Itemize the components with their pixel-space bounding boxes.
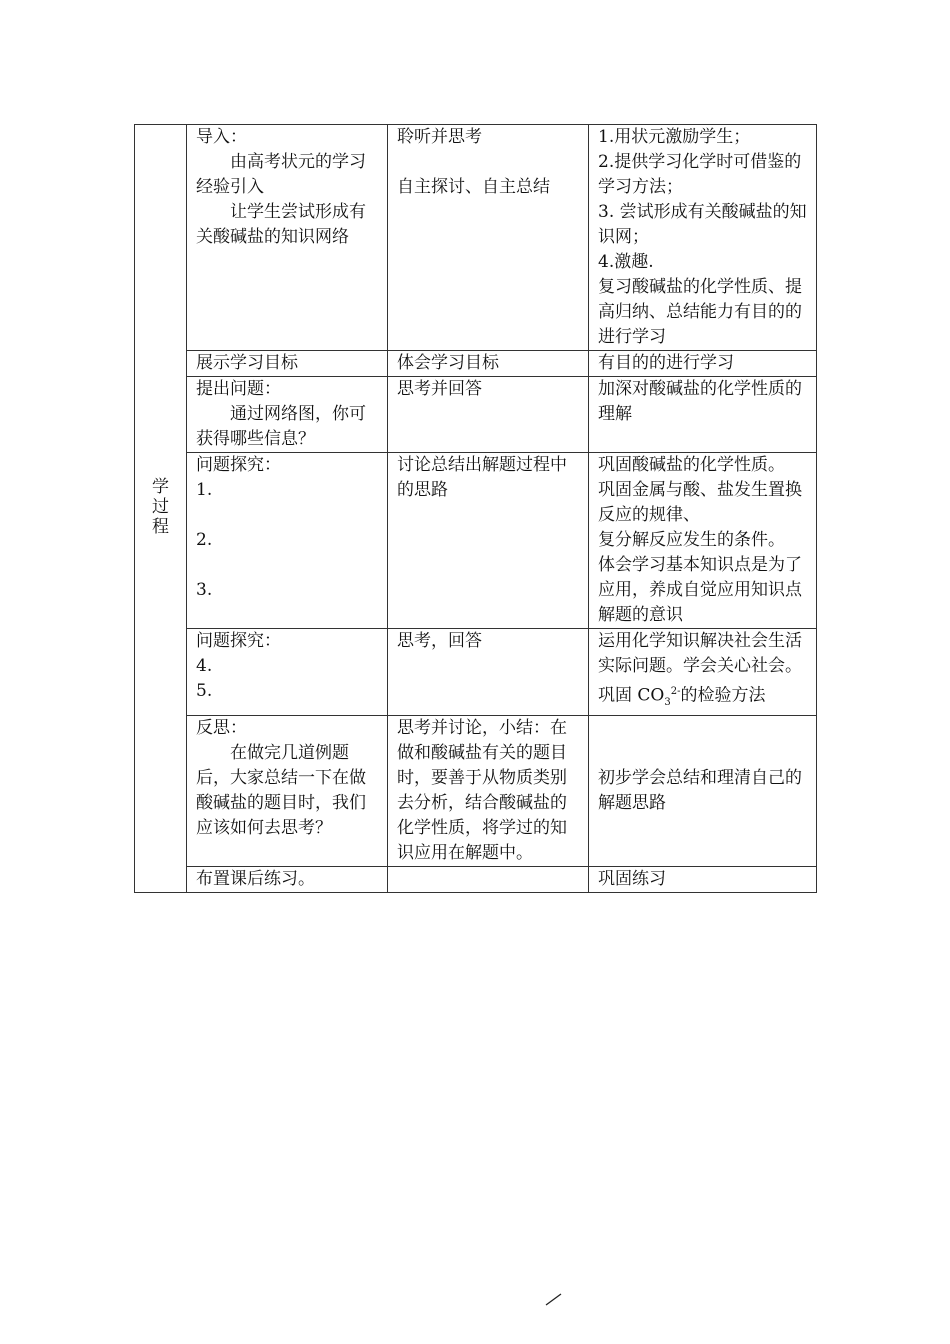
intent-text: 巩固练习 xyxy=(598,869,666,890)
student-text: 体会学习目标 xyxy=(397,353,499,373)
activity-text: 展示学习目标 xyxy=(196,353,298,373)
spacer xyxy=(196,553,378,578)
activity-heading: 问题探究： xyxy=(196,631,281,651)
intent-cell xyxy=(589,629,817,716)
spacer xyxy=(397,150,579,175)
activity-cell xyxy=(187,125,388,351)
activity-cell xyxy=(187,453,388,629)
activity-text: 通过网络图，你可获得哪些信息？ xyxy=(196,404,366,449)
student-text: 自主探讨、自主总结 xyxy=(397,177,550,197)
table-row xyxy=(135,629,817,716)
student-text: 聆听并思考 xyxy=(397,127,482,147)
question-number: 4. xyxy=(196,656,213,676)
student-text: 思考，回答 xyxy=(397,631,482,651)
table-row xyxy=(135,453,817,629)
activity-cell xyxy=(187,351,388,377)
student-cell xyxy=(388,377,589,453)
section-label: 学过程 xyxy=(152,477,169,538)
question-number: 1. xyxy=(196,480,213,500)
activity-heading: 问题探究： xyxy=(196,455,281,475)
intent-cell xyxy=(589,351,817,377)
intent-cell xyxy=(589,125,817,351)
table-row xyxy=(135,716,817,867)
activity-text: 让学生尝试形成有关酸碱盐的知识网络 xyxy=(196,202,366,247)
student-text: 讨论总结出解题过程中的思路 xyxy=(397,455,567,500)
student-cell xyxy=(388,867,589,893)
intent-text: 复分解反应发生的条件。 xyxy=(598,530,785,550)
intent-text: 巩固酸碱盐的化学性质。 xyxy=(598,455,785,475)
activity-text: 由高考状元的学习经验引入 xyxy=(196,152,366,197)
student-cell xyxy=(388,351,589,377)
activity-cell xyxy=(187,629,388,716)
lesson-process-table xyxy=(134,124,817,893)
intent-text: 加深对酸碱盐的化学性质的理解 xyxy=(598,379,802,424)
activity-heading: 反思： xyxy=(196,718,247,739)
activity-heading: 提出问题： xyxy=(196,379,281,399)
formula-suffix: 的检验方法 xyxy=(680,685,766,706)
student-text: 思考并回答 xyxy=(397,379,482,399)
intent-text: 复习酸碱盐的化学性质、提高归纳、总结能力有目的的进行学习 xyxy=(598,277,802,347)
intent-text: 运用化学知识解决社会生活实际问题。学会关心社会。 xyxy=(598,631,802,676)
table-row xyxy=(135,125,817,351)
activity-cell xyxy=(187,867,388,893)
student-cell xyxy=(388,716,589,867)
section-label-cell xyxy=(135,125,187,893)
intent-text: 4.激趣. xyxy=(598,252,654,272)
question-number: 5. xyxy=(196,681,213,701)
formula-subscript: 3 xyxy=(664,697,671,709)
question-number: 2. xyxy=(196,530,213,550)
intent-text: 巩固金属与酸、盐发生置换反应的规律、 xyxy=(598,480,802,525)
table-row xyxy=(135,351,817,377)
student-cell xyxy=(388,629,589,716)
table-row xyxy=(135,377,817,453)
intent-cell xyxy=(589,867,817,893)
activity-text: 在做完几道例题后，大家总结一下在做酸碱盐的题目时，我们应该如何去思考？ xyxy=(196,743,366,839)
student-text: 思考并讨论，小结：在做和酸碱盐有关的题目时，要善于从物质类别去分析，结合酸碱盐的化学性质，将学过的知识应用在解题中。 xyxy=(397,718,567,864)
table-row xyxy=(135,867,817,893)
intent-cell xyxy=(589,453,817,629)
formula-prefix: 巩固 CO xyxy=(598,685,665,706)
formula-superscript: 2- xyxy=(670,686,681,697)
activity-cell xyxy=(187,377,388,453)
activity-cell xyxy=(187,716,388,867)
intent-text: 2.提供学习化学时可借鉴的学习方法； xyxy=(598,152,802,197)
intent-formula-line xyxy=(598,679,807,715)
page-slash-mark-icon xyxy=(545,1293,562,1306)
intent-cell xyxy=(589,716,817,867)
intent-cell xyxy=(589,377,817,453)
activity-heading: 导入： xyxy=(196,127,247,147)
spacer xyxy=(196,503,378,528)
question-number: 3. xyxy=(196,580,213,600)
student-cell xyxy=(388,453,589,629)
intent-text: 3. 尝试形成有关酸碱盐的知识网； xyxy=(598,202,807,247)
student-cell xyxy=(388,125,589,351)
intent-text: 体会学习基本知识点是为了应用，养成自觉应用知识点解题的意识 xyxy=(598,555,802,625)
intent-text: 初步学会总结和理清自己的解题思路 xyxy=(598,768,802,814)
intent-text: 1.用状元激励学生； xyxy=(598,127,751,147)
activity-text: 布置课后练习。 xyxy=(196,869,315,890)
intent-text: 有目的的进行学习 xyxy=(598,353,734,373)
